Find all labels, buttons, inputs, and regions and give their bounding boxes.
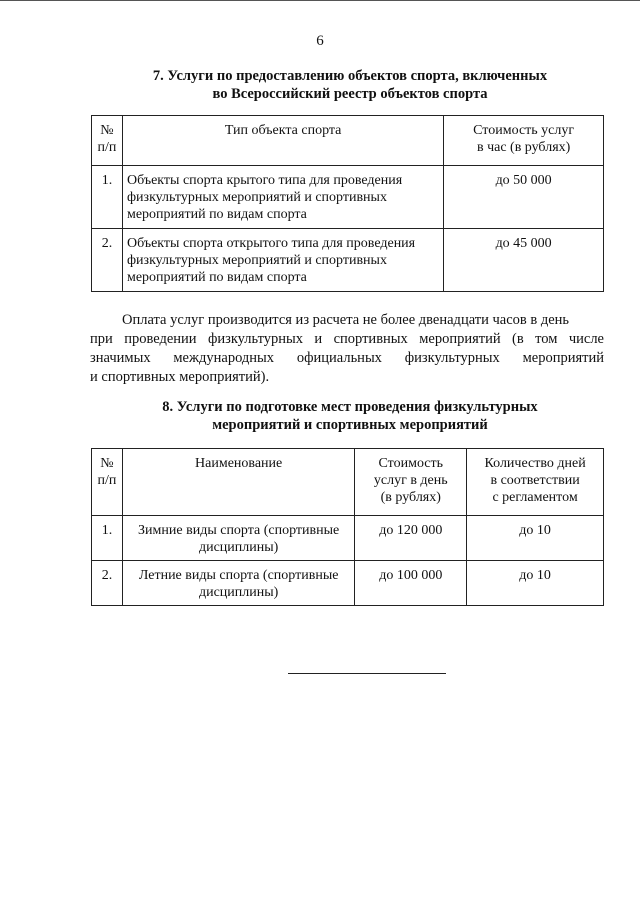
payment-note-paragraph — [90, 311, 604, 387]
row-num: 2. — [92, 561, 123, 606]
row-name — [122, 516, 354, 561]
table-row — [92, 166, 604, 229]
end-divider-line — [288, 673, 446, 674]
row-cost: до 50 000 — [444, 166, 604, 229]
table-row — [92, 229, 604, 292]
header-days-line: Количество дней — [484, 456, 586, 471]
row-days: до 10 — [467, 561, 604, 606]
row-cost: до 45 000 — [444, 229, 604, 292]
header-num — [92, 116, 123, 166]
row-object-type-line: Объекты спорта открытого типа для проведения — [126, 236, 416, 251]
row-object-type-line: физкультурных мероприятий и спортивных — [126, 190, 387, 205]
paragraph-line: Оплата услуг производится из расчета не более двенадцати часов в день — [122, 312, 570, 328]
header-days — [467, 449, 604, 516]
row-object-type — [122, 229, 443, 292]
section-8-title-line: 8. Услуги по подготовке мест проведения физкультурных — [162, 399, 538, 415]
header-cost-line: услуг в день — [373, 473, 448, 488]
table-row — [92, 561, 604, 606]
header-num — [92, 449, 123, 516]
paragraph-line: значимых международных официальных физкультурных мероприятий — [90, 350, 604, 366]
section-7-title — [90, 67, 610, 103]
page-top-edge-line — [0, 0, 640, 1]
row-cost: до 100 000 — [355, 561, 467, 606]
header-num-line: п/п — [97, 140, 117, 155]
paragraph-line: и спортивных мероприятий). — [90, 369, 270, 385]
header-cost-per-day — [355, 449, 467, 516]
row-object-type-line: мероприятий по видам спорта — [126, 207, 307, 222]
header-object-type: Тип объекта спорта — [122, 116, 443, 166]
row-cost: до 120 000 — [355, 516, 467, 561]
header-cost-line: Стоимость — [378, 456, 444, 471]
row-num: 1. — [92, 166, 123, 229]
section-8-table — [91, 448, 604, 606]
row-name-line: Летние виды спорта (спортивные — [138, 568, 339, 583]
header-cost-line: в час (в рублях) — [476, 140, 571, 155]
header-days-line: с регламентом — [492, 490, 578, 505]
header-days-line: в соответствии — [490, 473, 580, 488]
page-number: 6 — [316, 33, 324, 49]
table-header-row — [92, 116, 604, 166]
section-8-title-line: мероприятий и спортивных мероприятий — [212, 417, 488, 433]
section-7-title-line: во Всероссийский реестр объектов спорта — [212, 86, 488, 102]
row-object-type-line: физкультурных мероприятий и спортивных — [126, 253, 387, 268]
row-object-type-line: мероприятий по видам спорта — [126, 270, 307, 285]
section-7-table — [91, 115, 604, 292]
section-8-title — [90, 398, 610, 434]
paragraph-line: при проведении физкультурных и спортивных мероприятий (в том числе — [90, 331, 604, 347]
row-object-type-line: Объекты спорта крытого типа для проведения — [126, 173, 403, 188]
row-name-line: дисциплины) — [198, 540, 279, 555]
row-name-line: дисциплины) — [198, 585, 279, 600]
row-object-type — [122, 166, 443, 229]
row-name — [122, 561, 354, 606]
header-cost-line: (в рублях) — [380, 490, 441, 505]
header-cost-line: Стоимость услуг — [473, 123, 575, 138]
header-num-line: № — [100, 123, 114, 138]
table-header-row — [92, 449, 604, 516]
header-name: Наименование — [122, 449, 354, 516]
row-name-line: Зимние виды спорта (спортивные — [138, 523, 340, 538]
row-num: 1. — [92, 516, 123, 561]
row-days: до 10 — [467, 516, 604, 561]
row-num: 2. — [92, 229, 123, 292]
header-num-line: № — [100, 456, 114, 471]
header-num-line: п/п — [97, 473, 117, 488]
header-cost-per-hour — [444, 116, 604, 166]
table-row — [92, 516, 604, 561]
section-7-title-line: 7. Услуги по предоставлению объектов спорта, включенных — [152, 68, 548, 84]
